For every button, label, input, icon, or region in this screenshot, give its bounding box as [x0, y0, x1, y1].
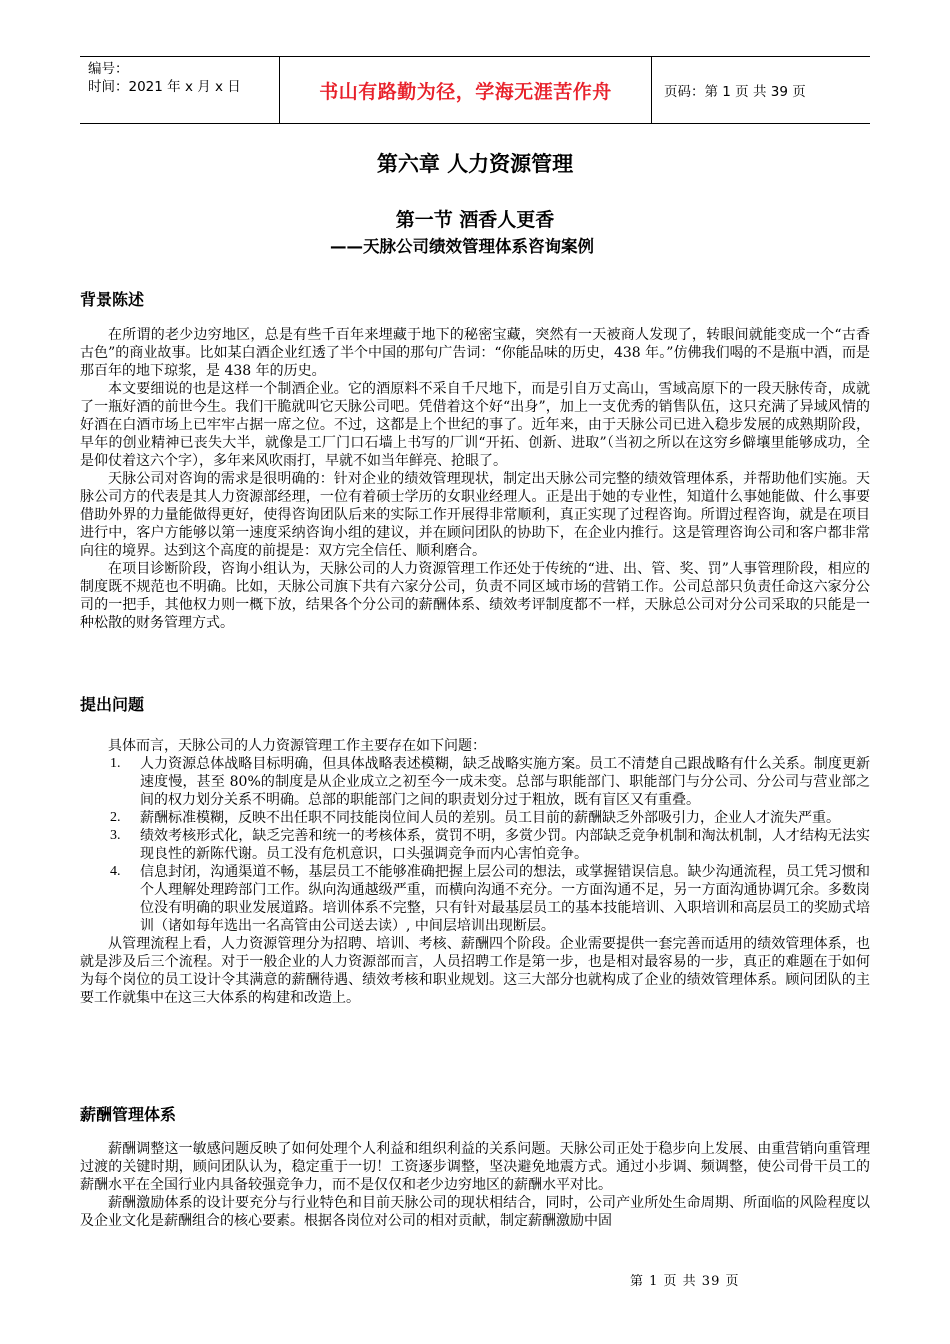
problems-intro: 具体而言，天脉公司的人力资源管理工作主要存在如下问题： — [108, 738, 486, 754]
paragraph: 薪酬激励体系的设计要充分与行业特色和目前天脉公司的现状相结合，同时，公司产业所处生命周期、所面临的风险程度以及企业文化是薪酬组合的核心要素。根据各岗位对公司的相对贡献，制定薪酬激励中固 — [80, 1195, 870, 1229]
list-text: 人力资源总体战略目标明确，但具体战略表述模糊，缺乏战略实施方案。员工不清楚自己跟战略有什么关系。制度更新速度慢，甚至 80%的制度是从企业成立之初至今一成未变。总部与职能部门、职能部门与分公司、分公司与营业部之间的权力划分关系不明确。总部的职能部门之间的职责划分过于粗放，既有盲区又有重叠。 — [140, 756, 870, 808]
problems-list — [80, 737, 870, 1007]
header-meta — [80, 57, 280, 123]
heading-problems: 提出问题 — [80, 695, 145, 714]
paragraph: 天脉公司对咨询的需求是很明确的：针对企业的绩效管理现状，制定出天脉公司完整的绩效管理体系，并帮助他们实施。天脉公司方的代表是其人力资源部经理，一位有着硕士学历的女职业经理人。正是出于她的专业性，知道什么事她能做、什么事要借助外界的力量能做得更好，使得咨询团队后来的实际工作开展得非常顺利，真正实现了过程咨询。所谓过程咨询，就是在项目进行中，客户方能够以第一速度采纳咨询小组的建议，并在顾问团队的协助下，在企业内推行。这是管理咨询公司和客户都非常向往的境界。达到这个高度的前提是：双方完全信任、顺利磨合。 — [80, 471, 870, 559]
list-item — [80, 863, 870, 935]
salary-body — [80, 1140, 870, 1230]
list-item — [80, 755, 870, 809]
paragraph: 薪酬调整这一敏感问题反映了如何处理个人利益和组织利益的关系问题。天脉公司正处于稳步向上发展、由重营销向重管理过渡的关键时期，顾问团队认为，稳定重于一切！工资逐步调整，坚决避免地震方式。通过小步调、频调整，使公司骨干员工的薪酬水平在全国行业内具备较强竞争力，而不是仅仅和老少边穷地区的薪酬水平对比。 — [80, 1141, 870, 1193]
time-label: 时间：2021 年 x 月 x 日 — [88, 79, 241, 95]
list-text: 信息封闭，沟通渠道不畅，基层员工不能够准确把握上层公司的想法，或掌握错误信息。缺少沟通流程，员工凭习惯和个人理解处理跨部门工作。纵向沟通越级严重，而横向沟通不充分。一方面沟通不足，另一方面沟通协调冗余。多数岗位没有明确的职业发展道路。培训体系不完整，只有针对最基层员工的基本技能培训、入职培训和高层员工的奖励式培训（诸如每年选出一名高管由公司送去读）, 中间层培训出现断层。 — [140, 864, 870, 934]
list-number: 4. — [110, 864, 121, 879]
section-title: 第一节 酒香人更香 — [395, 209, 555, 231]
chapter-title: 第六章 人力资源管理 — [376, 152, 574, 176]
list-item — [80, 809, 870, 827]
list-number: 3. — [110, 828, 121, 843]
paragraph: 本文要细说的也是这样一个制酒企业。它的酒原料不采自千尺地下，而是引自万丈高山，雪域高原下的一段天脉传奇，成就了一瓶好酒的前世今生。我们干脆就叫它天脉公司吧。凭借着这个好“出身”，加上一支优秀的销售队伍，这只充满了异域风情的好酒在白酒市场上已牢牢占据一席之位。不过，这都是上个世纪的事了。近年来，由于天脉公司已进入稳步发展的成熟期阶段，早年的创业精神已丧失大半，就像是工厂门口石墙上书写的厂训“开拓、创新、进取”（当初之所以在这穷乡僻壤里能够成功，全是仰仗着这六个字），多年来风吹雨打，早就不如当年鲜亮、抢眼了。 — [80, 381, 870, 469]
background-body — [80, 326, 870, 632]
list-text: 薪酬标准模糊，反映不出任职不同技能岗位间人员的差别。员工目前的薪酬缺乏外部吸引力，企业人才流失严重。 — [140, 810, 840, 826]
header-motto: 书山有路勤为径，学海无涯苦作舟 — [280, 57, 652, 123]
section-subtitle: ——天脉公司绩效管理体系咨询案例 — [330, 237, 594, 256]
heading-background: 背景陈述 — [80, 290, 145, 309]
list-text: 绩效考核形式化，缺乏完善和统一的考核体系，赏罚不明，多赏少罚。内部缺乏竞争机制和淘汰机制，人才结构无法实现良性的新陈代谢。员工没有危机意识，口头强调竞争而内心害怕竞争。 — [140, 828, 870, 862]
page-header — [80, 56, 870, 124]
paragraph: 在项目诊断阶段，咨询小组认为，天脉公司的人力资源管理工作还处于传统的“进、出、管、奖、罚”人事管理阶段，相应的制度既不规范也不明确。比如，天脉公司旗下共有六家分公司，负责不同区域市场的营销工作。公司总部只负责任命这六家分公司的一把手，其他权力则一概下放，结果各个分公司的薪酬体系、绩效考评制度都不一样，天脉总公司对分公司采取的只能是一种松散的财务管理方式。 — [80, 561, 870, 631]
list-item — [80, 827, 870, 863]
list-number: 2. — [110, 810, 121, 825]
page-footer: 第 1 页 共 39 页 — [630, 1274, 740, 1289]
list-number: 1. — [110, 756, 121, 771]
problems-closing: 从管理流程上看，人力资源管理分为招聘、培训、考核、薪酬四个阶段。企业需要提供一套完善而适用的绩效管理体系，也就是涉及后三个流程。对于一般企业的人力资源部而言，人员招聘工作是第一步，也是相对最容易的一步，真正的难题在于如何为每个岗位的员工设计令其满意的薪酬待遇、绩效考核和职业规划。这三大部分也就构成了企业的绩效管理体系。顾问团队的主要工作就集中在这三大体系的构建和改造上。 — [80, 936, 870, 1006]
heading-salary: 薪酬管理体系 — [80, 1105, 177, 1124]
paragraph: 在所谓的老少边穷地区，总是有些千百年来埋藏于地下的秘密宝藏，突然有一天被商人发现了，转眼间就能变成一个“古香古色”的商业故事。比如某白酒企业红透了半个中国的那句广告词：“你能品味的历史，438 年。”仿佛我们喝的不是瓶中酒，而是那百年的地下琼浆，是 438 年的历史。 — [80, 327, 870, 379]
header-page-info: 页码：第 1 页 共 39 页 — [664, 84, 806, 100]
number-label: 编号： — [88, 61, 129, 77]
